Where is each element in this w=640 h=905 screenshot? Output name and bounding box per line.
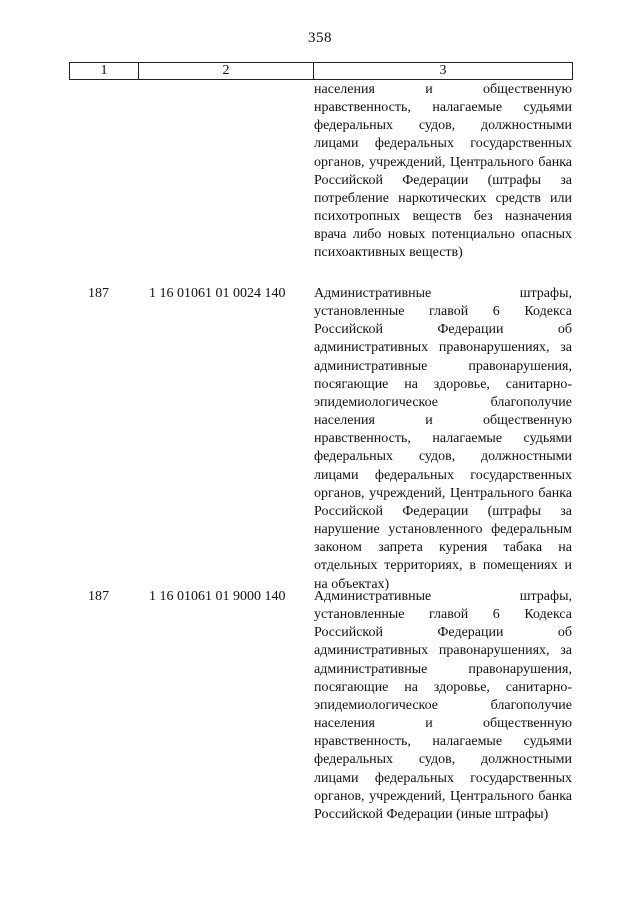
table-header-row [69, 62, 573, 80]
row-number: 187 [88, 286, 109, 301]
page-number: 358 [308, 30, 332, 46]
row-description: Административные штрафы, установленные главой 6 Кодекса Российской Федерации об административных правонарушениях, за административные правонарушения, посягающие на здоровье, санитарно-эпидемиологическое благополучие населения и общественную нравственность, налагаемые судьями федеральных судов, должностными лицами федеральных государственных органов, учреждений, Центрального банка Российской Федерации (штрафы за нарушение установленного федеральным законом запрета курения табака на отдельных территориях, в помещениях и на объектах) [314, 286, 572, 592]
row-description: Административные штрафы, установленные главой 6 Кодекса Российской Федерации об административных правонарушениях, за административные правонарушения, посягающие на здоровье, санитарно-эпидемиологическое благополучие населения и общественную нравственность, налагаемые судьями федеральных судов, должностными лицами федеральных государственных органов, учреждений, Центрального банка Российской Федерации (иные штрафы) [314, 589, 572, 822]
header-cell-1: 1 [70, 63, 139, 79]
header-cell-3: 3 [439, 63, 447, 78]
budget-code: 1 16 01061 01 0024 140 [149, 286, 286, 301]
budget-code: 1 16 01061 01 9000 140 [149, 589, 286, 604]
row-number: 187 [88, 589, 109, 604]
header-cell-2: 2 [139, 63, 314, 79]
row-description: населения и общественную нравственность, налагаемые судьями федеральных судов, должностными лицами федеральных государственных органов, учреждений, Центрального банка Российской Федерации (штрафы за потребление наркотических средств или психотропных веществ без назначения врача либо новых потенциально опасных психоактивных веществ) [314, 82, 572, 261]
